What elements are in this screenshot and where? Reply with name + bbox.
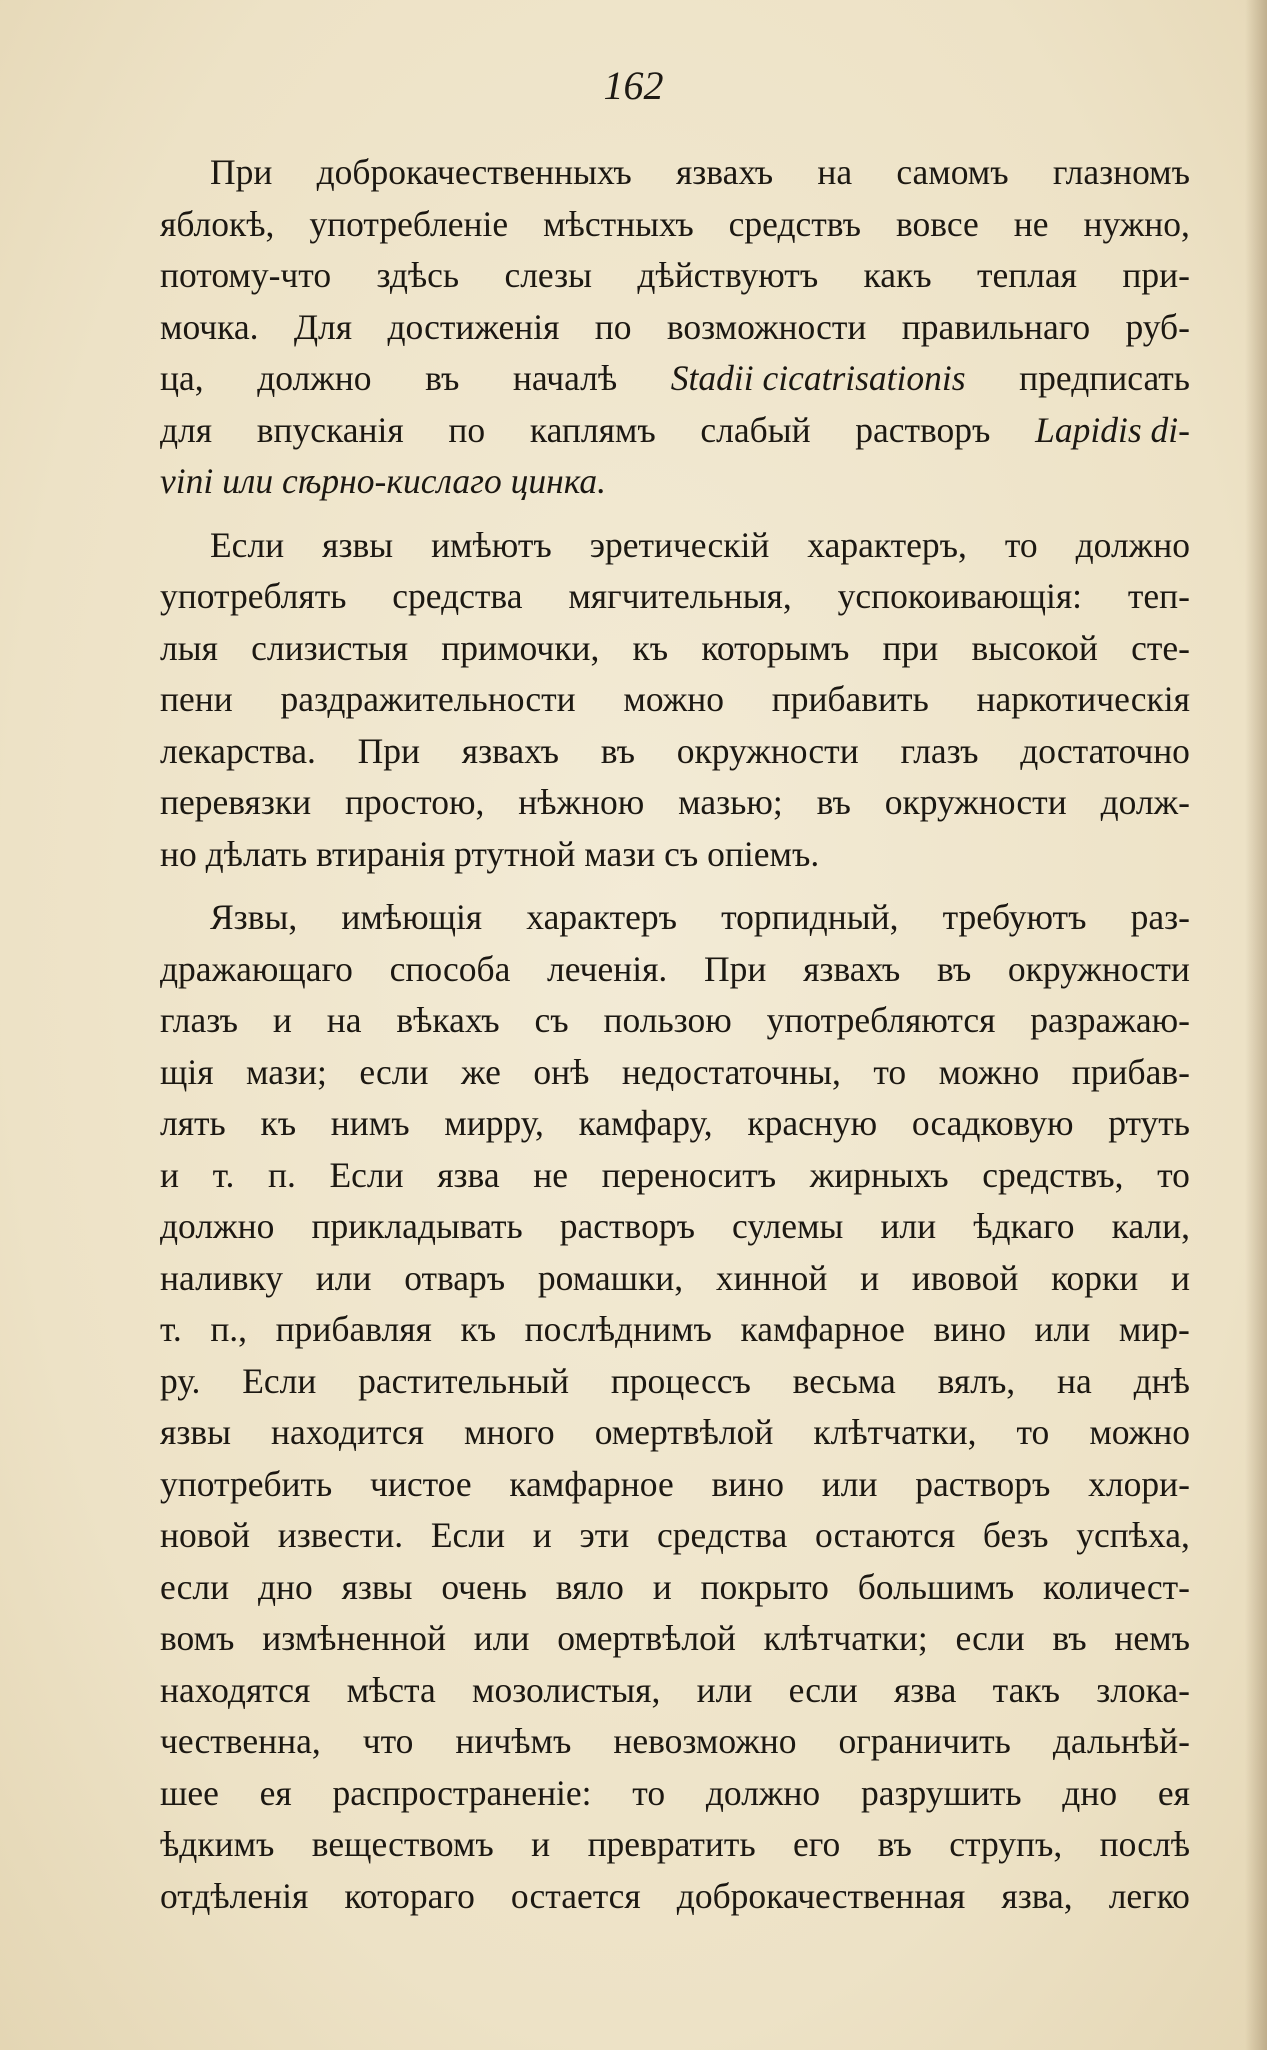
word: такъ <box>992 1669 1060 1710</box>
word: при <box>882 627 939 668</box>
word: находится <box>271 1412 424 1452</box>
text-line <box>160 1356 1190 1408</box>
word: теп- <box>1127 576 1190 616</box>
word: для <box>160 409 213 450</box>
word: сѣрно-кислаго цинка. <box>281 461 607 501</box>
paragraph-gap <box>160 508 1190 520</box>
word: окружности <box>676 730 859 771</box>
word: возможности <box>666 306 867 347</box>
word: если <box>359 1051 429 1092</box>
word: при- <box>1122 255 1190 295</box>
word: ѣдкаго <box>973 1206 1075 1246</box>
word: средства <box>392 576 523 616</box>
word: въ <box>816 782 851 822</box>
word: чественна, <box>160 1721 321 1761</box>
word: т. <box>212 1154 235 1195</box>
word: можно <box>1089 1412 1190 1452</box>
word: находятся <box>160 1669 311 1710</box>
word: распространеніе: <box>332 1772 592 1813</box>
word: жирныхъ <box>809 1154 949 1195</box>
word: яблокѣ, <box>160 203 275 244</box>
word: злока- <box>1096 1669 1190 1710</box>
word: и <box>652 1566 672 1607</box>
word: vini <box>160 461 214 501</box>
word: отваръ <box>404 1257 506 1298</box>
word: въ <box>1052 1618 1087 1658</box>
body-text <box>160 147 1190 1922</box>
word: Если <box>329 1154 404 1195</box>
word: При <box>357 730 421 771</box>
word: При <box>210 152 273 192</box>
word: мазью; <box>678 782 783 822</box>
text-line <box>160 1047 1190 1099</box>
text-line <box>160 1459 1190 1511</box>
page-number: 162 <box>603 63 664 108</box>
word: и <box>860 1257 880 1298</box>
word: красную <box>747 1103 878 1143</box>
text-line <box>160 777 1190 829</box>
word: въ <box>936 948 972 989</box>
word: достаточно <box>1020 730 1190 771</box>
word: много <box>464 1412 555 1452</box>
word: недостаточны, <box>621 1051 841 1092</box>
paragraph <box>160 520 1190 881</box>
word: доброкачественная <box>676 1875 966 1916</box>
word: успокоивающія: <box>837 576 1083 616</box>
word: язва <box>893 1669 957 1710</box>
word: потому-что <box>160 255 332 295</box>
text-line <box>160 1407 1190 1459</box>
word: Stadii cicatrisationis <box>670 358 966 398</box>
word: ея <box>259 1772 292 1813</box>
word: безъ <box>982 1515 1049 1555</box>
word: днѣ <box>1133 1360 1190 1401</box>
word: или <box>473 1618 530 1658</box>
word: омертвѣлой <box>594 1412 774 1452</box>
text-line <box>160 1613 1190 1665</box>
word: большимъ <box>857 1566 1015 1607</box>
word: теплая <box>976 255 1078 295</box>
word: раздражительности <box>280 679 576 719</box>
word: мази <box>584 833 656 874</box>
word: невозможно <box>613 1721 797 1761</box>
word: лекарства. <box>160 730 316 771</box>
word: сте- <box>1131 627 1190 668</box>
word: къ <box>260 1103 297 1143</box>
word: вовсе <box>896 203 979 244</box>
word: имѣютъ <box>431 524 552 565</box>
word: язва, <box>1001 1875 1073 1916</box>
word: раз- <box>1130 897 1190 937</box>
word: простою, <box>345 782 485 822</box>
text-line <box>160 1201 1190 1253</box>
word: остаются <box>814 1515 956 1555</box>
text-line <box>160 199 1190 251</box>
word: послѣ <box>1099 1824 1190 1864</box>
word: При <box>704 948 767 989</box>
word: растворъ <box>559 1206 695 1246</box>
word: впусканія <box>256 409 404 450</box>
word: Lapidis di- <box>1035 409 1190 450</box>
word: или <box>821 1463 878 1504</box>
text-line <box>160 250 1190 302</box>
word: язвахъ <box>675 152 774 192</box>
word: по <box>448 409 486 450</box>
word: очень <box>441 1566 527 1607</box>
word: которымъ <box>701 627 850 668</box>
word: и <box>531 1824 551 1864</box>
word: т. <box>160 1309 182 1349</box>
text-line <box>160 1304 1190 1356</box>
word: камфарное <box>740 1309 905 1349</box>
word: процессъ <box>610 1360 751 1401</box>
word: лять <box>160 1103 226 1143</box>
word: употреблять <box>160 576 347 616</box>
word: растворъ <box>855 409 991 450</box>
word: струпъ, <box>949 1824 1063 1864</box>
word: щія <box>160 1051 214 1092</box>
word: въ <box>600 730 635 771</box>
word: прикладывать <box>311 1206 523 1246</box>
word: по <box>594 306 632 347</box>
word: язвы <box>160 1412 231 1452</box>
word: если <box>788 1669 858 1710</box>
word: требуютъ <box>942 897 1087 937</box>
word: самомъ <box>896 152 1009 192</box>
word: вялъ, <box>937 1360 1016 1401</box>
word: средствъ <box>728 203 862 244</box>
text-line <box>160 456 1190 508</box>
word: то <box>1016 1412 1050 1452</box>
word: мочка. <box>160 306 259 347</box>
word: ру. <box>160 1360 201 1401</box>
word: омертвѣлой <box>557 1618 736 1658</box>
word: Если <box>210 524 285 565</box>
word: успѣха, <box>1076 1515 1190 1555</box>
word: къ <box>460 1309 497 1349</box>
word: если <box>160 1566 230 1607</box>
word: ея <box>1157 1772 1190 1813</box>
word: и <box>1170 1257 1190 1298</box>
word: дальнѣй- <box>1052 1721 1190 1761</box>
text-line <box>160 1665 1190 1717</box>
text-line <box>160 302 1190 354</box>
word: ограничить <box>838 1721 1011 1761</box>
text-line <box>160 1871 1190 1923</box>
word: ничѣмъ <box>455 1721 572 1761</box>
word: мѣста <box>346 1669 436 1710</box>
word: должно <box>705 1772 821 1813</box>
word: переноситъ <box>601 1154 777 1195</box>
word: камфарное <box>509 1463 674 1504</box>
word: или <box>880 1206 937 1246</box>
word: что <box>362 1721 414 1761</box>
word: или <box>1034 1309 1091 1349</box>
word: разражаю- <box>1030 1000 1190 1040</box>
word: или <box>696 1669 753 1710</box>
word: на <box>817 152 853 192</box>
word: съ <box>664 833 699 874</box>
text-line <box>160 892 1190 944</box>
word: нужно, <box>1083 203 1190 244</box>
word: онѣ <box>533 1051 590 1092</box>
word: вино <box>933 1309 1006 1349</box>
word: язвы <box>341 1566 413 1607</box>
text-line <box>160 829 1190 881</box>
word: должно <box>160 1206 275 1246</box>
word: извести. <box>277 1515 404 1555</box>
word: дѣйствуютъ <box>637 255 819 295</box>
word: средства <box>657 1515 788 1555</box>
word: покрыто <box>700 1566 829 1607</box>
word: въ <box>877 1824 912 1864</box>
word: то <box>1004 524 1038 565</box>
word: на <box>326 1000 362 1040</box>
word: п., <box>210 1309 248 1349</box>
word: наливку <box>160 1257 284 1298</box>
word: немъ <box>1114 1618 1190 1658</box>
word: хинной <box>715 1257 828 1298</box>
word: хлори- <box>1088 1463 1190 1504</box>
word: характеръ, <box>807 524 967 565</box>
word: употребляются <box>766 1000 996 1040</box>
word: сулемы <box>732 1206 844 1246</box>
word: язвы <box>322 524 394 565</box>
word: же <box>461 1051 501 1092</box>
text-line <box>160 405 1190 457</box>
word: можно <box>623 679 724 719</box>
word: руб- <box>1125 306 1190 347</box>
word: его <box>793 1824 841 1864</box>
text-line <box>160 1253 1190 1305</box>
word: вяло <box>555 1566 624 1607</box>
word: ртутной <box>454 833 576 874</box>
word: ца, <box>160 358 204 398</box>
word: прибавить <box>771 679 929 719</box>
word: пени <box>160 679 233 719</box>
word: ивовой <box>911 1257 1019 1298</box>
text-line <box>160 1768 1190 1820</box>
word: къ <box>632 627 669 668</box>
word: окружности <box>884 782 1067 822</box>
word: не <box>533 1154 568 1195</box>
word: должно <box>257 358 372 398</box>
word: или <box>222 461 274 501</box>
word: мази; <box>246 1051 327 1092</box>
word: здѣсь <box>376 255 460 295</box>
word: началѣ <box>512 358 618 398</box>
word: леченія. <box>547 948 668 989</box>
word: опіемъ. <box>707 833 820 874</box>
word: мирру, <box>444 1103 544 1143</box>
word: примочки, <box>441 627 600 668</box>
word: средствъ, <box>982 1154 1124 1195</box>
text-line <box>160 1150 1190 1202</box>
word: то <box>873 1051 907 1092</box>
word: прибавляя <box>275 1309 432 1349</box>
word: предписать <box>1019 358 1190 398</box>
word: язва <box>437 1154 500 1195</box>
text-line <box>160 1510 1190 1562</box>
word: способа <box>389 948 511 989</box>
word: окружности <box>1007 948 1190 989</box>
word: можно <box>938 1051 1040 1092</box>
word: то <box>1157 1154 1190 1195</box>
word: клѣтчатки; <box>763 1618 928 1658</box>
word: Язвы, <box>210 897 298 937</box>
word: втиранія <box>316 833 446 874</box>
text-line <box>160 147 1190 199</box>
word: Если <box>242 1360 317 1401</box>
word: или <box>315 1257 372 1298</box>
word: весьма <box>792 1360 896 1401</box>
text-line <box>160 1819 1190 1871</box>
word: если <box>955 1618 1025 1658</box>
word: вѣкахъ <box>396 1000 500 1040</box>
word: корки <box>1051 1257 1139 1298</box>
word: кали, <box>1111 1206 1190 1246</box>
text-line <box>160 623 1190 675</box>
word: язвахъ <box>461 730 559 771</box>
word: эти <box>579 1515 630 1555</box>
word: язвахъ <box>803 948 901 989</box>
word: наркотическія <box>976 679 1190 719</box>
word: остается <box>510 1875 641 1916</box>
word: долж- <box>1100 782 1190 822</box>
word: употребить <box>160 1463 333 1504</box>
text-line <box>160 1098 1190 1150</box>
text-line <box>160 520 1190 572</box>
word: превратить <box>587 1824 756 1864</box>
word: нимъ <box>330 1103 410 1143</box>
word: нѣжною <box>518 782 645 822</box>
word: мягчительныя, <box>568 576 792 616</box>
word: клѣтчатки, <box>813 1412 977 1452</box>
word: и <box>160 1154 179 1195</box>
word: перевязки <box>160 782 312 822</box>
word: котораго <box>344 1875 475 1916</box>
word: чистое <box>370 1463 472 1504</box>
word: имѣющія <box>341 897 483 937</box>
word: дно <box>257 1566 313 1607</box>
word: измѣненной <box>262 1618 446 1658</box>
word: мозолистыя, <box>472 1669 661 1710</box>
text-line <box>160 1562 1190 1614</box>
word: прибав- <box>1071 1051 1190 1092</box>
word: то <box>632 1772 666 1813</box>
word: пользою <box>603 1000 732 1040</box>
word: растительный <box>358 1360 569 1401</box>
word: п. <box>267 1154 296 1195</box>
word: слизистыя <box>251 627 409 668</box>
word: эретическій <box>589 524 770 565</box>
word: но <box>160 833 197 874</box>
word: послѣднимъ <box>524 1309 712 1349</box>
word: какъ <box>863 255 932 295</box>
word: должно <box>1075 524 1190 565</box>
word: разрушить <box>860 1772 1022 1813</box>
word: высокой <box>971 627 1098 668</box>
word: слезы <box>504 255 592 295</box>
word: мѣстныхъ <box>543 203 694 244</box>
word: дѣлать <box>205 833 308 874</box>
word: осадковую <box>911 1103 1074 1143</box>
word: не <box>1013 203 1049 244</box>
word: характеръ <box>526 897 677 937</box>
word: и <box>532 1515 552 1555</box>
paragraph <box>160 147 1190 508</box>
text-line <box>160 353 1190 405</box>
text-line <box>160 726 1190 778</box>
word: лыя <box>160 627 218 668</box>
text-line <box>160 995 1190 1047</box>
text-line <box>160 944 1190 996</box>
word: легко <box>1108 1875 1190 1916</box>
word: дражающаго <box>160 948 353 989</box>
word: веществомъ <box>311 1824 494 1864</box>
text-line <box>160 571 1190 623</box>
word: Если <box>430 1515 506 1555</box>
word: въ <box>425 358 460 398</box>
word: ромашки, <box>537 1257 684 1298</box>
word: ѣдкимъ <box>160 1824 275 1864</box>
word: глазномъ <box>1052 152 1190 192</box>
word: доброкачественныхъ <box>316 152 632 192</box>
word: и <box>272 1000 292 1040</box>
word: шее <box>160 1772 219 1813</box>
word: ртуть <box>1108 1103 1190 1143</box>
word: глазъ <box>900 730 979 771</box>
word: вино <box>711 1463 785 1504</box>
paragraph <box>160 892 1190 1922</box>
word: каплямъ <box>529 409 656 450</box>
paragraph-gap <box>160 880 1190 892</box>
word: растворъ <box>915 1463 1051 1504</box>
word: мир- <box>1118 1309 1190 1349</box>
word: торпидный, <box>721 897 899 937</box>
word: съ <box>534 1000 569 1040</box>
word: отдѣленія <box>160 1875 309 1916</box>
word: дно <box>1062 1772 1118 1813</box>
text-line <box>160 1716 1190 1768</box>
text-line <box>160 674 1190 726</box>
word: вомъ <box>160 1618 235 1658</box>
word: глазъ <box>160 1000 239 1040</box>
word: Для <box>293 306 353 347</box>
word: количест- <box>1042 1566 1190 1607</box>
word: новой <box>160 1515 251 1555</box>
page-spine-shadow <box>1245 0 1267 2050</box>
word: на <box>1057 1360 1092 1401</box>
word: достиженія <box>387 306 560 347</box>
word: употребленіе <box>309 203 509 244</box>
word: слабый <box>700 409 811 450</box>
word: правильнаго <box>901 306 1091 347</box>
word: камфару, <box>578 1103 713 1143</box>
